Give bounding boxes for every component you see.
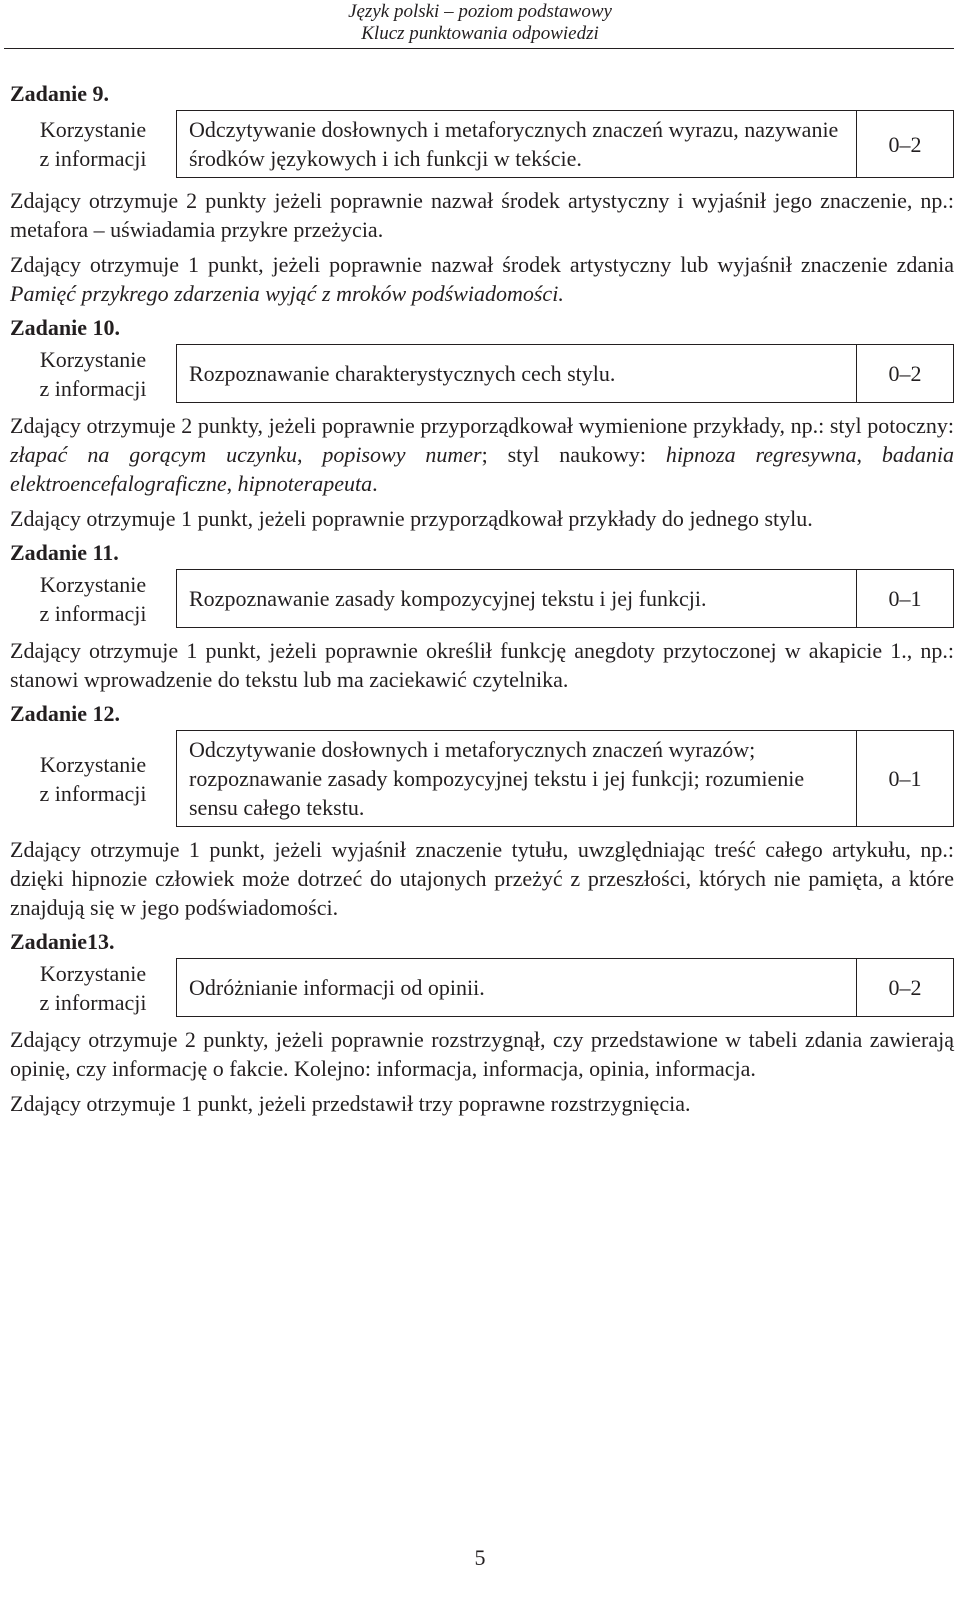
- scoring-rule: Zdający otrzymuje 1 punkt, jeżeli poprawnie określił funkcję anegdoty przytoczonej w akapicie 1., np.: stanowi wprowadzenie do tekstu lub ma zaciekawić czytelnika.: [10, 638, 954, 692]
- skill-cell: Odczytywanie dosłownych i metaforycznych znaczeń wyrazów; rozpoznawanie zasady kompozycyjnej tekstu i jej funkcji; rozumienie sensu całego tekstu.: [177, 731, 857, 827]
- area-cell: Korzystanie z informacji: [39, 960, 147, 1015]
- area-cell: Korzystanie z informacji: [39, 117, 147, 171]
- skill-cell: Rozpoznawanie charakterystycznych cech stylu.: [177, 345, 857, 403]
- scoring-rule: Zdający otrzymuje 1 punkt, jeżeli poprawnie nazwał środek artystyczny lub wyjaśnił znaczenie zdania Pamięć przykrego zdarzenia wyjąć z mroków podświadomości.: [10, 252, 954, 306]
- criteria-table: [10, 344, 954, 403]
- skill-cell: Odróżnianie informacji od opinii.: [177, 959, 857, 1017]
- criteria-table: [10, 110, 954, 178]
- scoring-rule: Zdający otrzymuje 1 punkt, jeżeli przedstawił trzy poprawne rozstrzygnięcia.: [10, 1091, 691, 1116]
- task-10: [10, 314, 954, 533]
- score-cell: 0–1: [857, 570, 954, 628]
- task-12: [10, 700, 954, 922]
- task-title: Zadanie 9.: [10, 81, 110, 106]
- area-cell: Korzystanie z informacji: [39, 751, 147, 806]
- document-body: [10, 80, 954, 1124]
- scoring-rule: Zdający otrzymuje 2 punkty, jeżeli poprawnie przyporządkował wymienione przykłady, np.: styl potoczny: złapać na gorącym uczynku, popisowy numer; styl naukowy: hipnoza regresywna, badania elektroencefalograficzne, hipnoterapeuta.: [10, 413, 955, 496]
- task-title: Zadanie 12.: [10, 701, 121, 726]
- task-title: Zadanie 10.: [10, 315, 121, 340]
- task-11: [10, 539, 954, 694]
- skill-cell: Odczytywanie dosłownych i metaforycznych znaczeń wyrazu, nazywanie środków językowych i ich funkcji w tekście.: [177, 111, 857, 178]
- task-title: Zadanie 11.: [10, 540, 119, 565]
- criteria-table: [10, 569, 954, 628]
- page-number: 5: [474, 1545, 486, 1570]
- score-cell: 0–2: [857, 959, 954, 1017]
- task-9: [10, 80, 954, 308]
- score-cell: 0–2: [857, 345, 954, 403]
- task-title: Zadanie13.: [10, 929, 115, 954]
- area-cell: Korzystanie z informacji: [39, 346, 147, 401]
- scoring-rule: Zdający otrzymuje 1 punkt, jeżeli wyjaśnił znaczenie tytułu, uwzględniając treść całego artykułu, np.: dzięki hipnozie człowiek może dotrzeć do utajonych przeżyć z przeszłości, których nie pamięta, a które znajdują się w jego podświadomości.: [10, 837, 954, 920]
- task-13: [10, 928, 954, 1118]
- scoring-rule: Zdający otrzymuje 1 punkt, jeżeli poprawnie przyporządkował przykłady do jednego stylu.: [10, 506, 813, 531]
- score-cell: 0–2: [857, 111, 954, 178]
- area-cell: Korzystanie z informacji: [39, 571, 147, 626]
- header-subject: Język polski – poziom podstawowy: [348, 1, 612, 22]
- header-doc-title: Klucz punktowania odpowiedzi: [361, 23, 599, 44]
- header-divider: [4, 48, 954, 49]
- scoring-rule: Zdający otrzymuje 2 punkty jeżeli poprawnie nazwał środek artystyczny i wyjaśnił jego znaczenie, np.: metafora – uświadamia przykre przeżycia.: [10, 188, 954, 242]
- criteria-table: [10, 958, 954, 1017]
- score-cell: 0–1: [857, 731, 954, 827]
- skill-cell: Rozpoznawanie zasady kompozycyjnej tekstu i jej funkcji.: [177, 570, 857, 628]
- scoring-rule: Zdający otrzymuje 2 punkty, jeżeli poprawnie rozstrzygnął, czy przedstawione w tabeli zdania zawierają opinię, czy informację o fakcie. Kolejno: informacja, informacja, opinia, informacja.: [10, 1027, 954, 1081]
- criteria-table: [10, 730, 954, 827]
